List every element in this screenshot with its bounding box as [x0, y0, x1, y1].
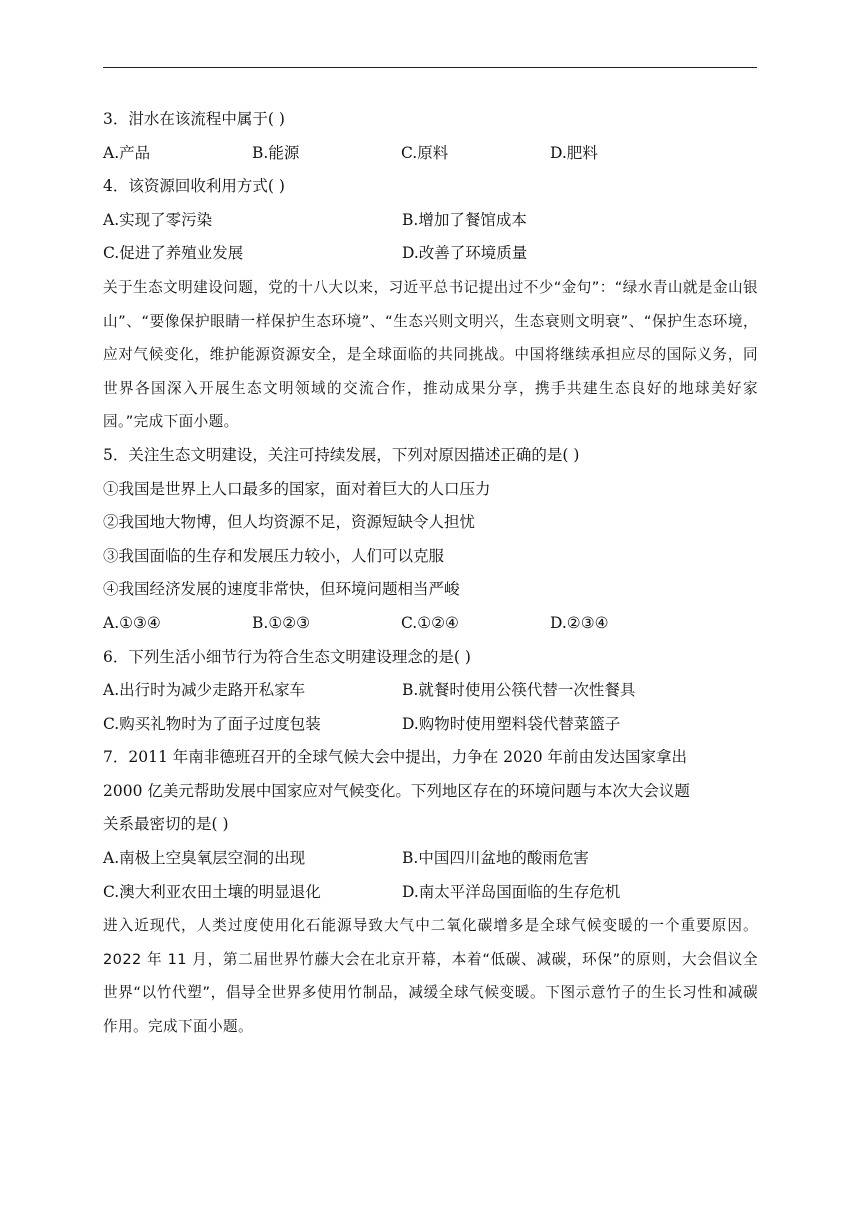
q5-option-b: B.①②③: [252, 613, 311, 632]
q7-stem-line-3: 关系最密切的是( ): [103, 815, 229, 834]
q3-stem: 3．泔水在该流程中属于( ): [103, 110, 285, 128]
q6-stem: 6．下列生活小细节行为符合生态文明建设理念的是( ): [103, 647, 471, 666]
q5-statement-2: ②我国地大物博，但人均资源不足，资源短缺令人担忧: [103, 513, 476, 532]
q3-option-c: C.原料: [401, 143, 449, 162]
q4-option-c: C.促进了养殖业发展: [103, 244, 244, 263]
q5-options: [103, 607, 758, 641]
q7-stem-line-1: 7．2011 年南非德班召开的全球气候大会中提出，力争在 2020 年前由发达国家拿出: [103, 748, 688, 767]
q5-option-a: A.①③④: [103, 613, 161, 632]
q4-stem: 4．该资源回收利用方式( ): [103, 177, 285, 196]
q7-option-b: B.中国四川盆地的酸雨危害: [402, 849, 589, 868]
q5-stem: 5．关注生态文明建设，关注可持续发展，下列对原因描述正确的是( ): [103, 445, 580, 464]
q6-options-row1: [103, 674, 758, 708]
header-rule: [103, 67, 757, 68]
q4-options-row1: [103, 204, 758, 238]
q7-option-a: A.南极上空臭氧层空洞的出现: [103, 849, 306, 868]
q6-option-c: C.购买礼物时为了面子过度包装: [103, 714, 321, 733]
q5-statement-3: ③我国面临的生存和发展压力较小，人们可以克服: [103, 546, 445, 565]
q7-options-row1: [103, 842, 758, 876]
q7-options-row2: [103, 876, 758, 910]
q5-statement-1: ①我国是世界上人口最多的国家，面对着巨大的人口压力: [103, 479, 491, 498]
q7-option-d: D.南太平洋岛国面临的生存危机: [402, 882, 621, 901]
q6-options-row2: [103, 708, 758, 742]
q3-option-a: A.产品: [103, 143, 151, 162]
q6-option-b: B.就餐时使用公筷代替一次性餐具: [402, 681, 636, 700]
q5-option-d: D.②③④: [550, 613, 609, 632]
q5-statement-4: ④我国经济发展的速度非常快，但环境问题相当严峻: [103, 580, 460, 599]
exam-content: [103, 103, 758, 1044]
q4-option-b: B.增加了餐馆成本: [402, 210, 527, 229]
q6-option-d: D.购物时使用塑料袋代替菜篮子: [402, 714, 621, 733]
passage-ecological-civilization: 关于生态文明建设问题，党的十八大以来，习近平总书记提出过不少“金句”：“绿水青山就是金山银山”、“要像保护眼睛一样保护生态环境”、“生态兴则文明兴，生态衰则文明衰”、“保护生态环境，应对气候变化，维护能源资源安全，是全球面临的共同挑战。中国将继续承担应尽的国际义务，同世界各国深入开展生态文明领域的交流合作，推动成果分享，携手共建生态良好的地球美好家园。”完成下面小题。: [103, 278, 758, 431]
q4-option-d: D.改善了环境质量: [402, 244, 528, 263]
q5-option-c: C.①②④: [401, 613, 459, 632]
q3-options: [103, 137, 758, 171]
q3-option-d: D.肥料: [550, 143, 598, 162]
q7-stem-line-2: 2000 亿美元帮助发展中国家应对气候变化。下列地区存在的环境问题与本次大会议题: [103, 781, 690, 800]
q6-option-a: A.出行时为减少走路开私家车: [103, 681, 306, 700]
q4-option-a: A.实现了零污染: [103, 210, 213, 229]
q3-option-b: B.能源: [252, 143, 300, 162]
q7-option-c: C.澳大利亚农田土壤的明显退化: [103, 882, 321, 901]
q4-options-row2: [103, 237, 758, 271]
passage-bamboo: 进入近现代，人类过度使用化石能源导致大气中二氧化碳增多是全球气候变暖的一个重要原因。2022 年 11 月，第二届世界竹藤大会在北京开幕，本着“低碳、减碳，环保”的原则，大会倡议全世界“以竹代塑”，倡导全世界多使用竹制品，减缓全球气候变暖。下图示意竹子的生长习性和减碳作用。完成下面小题。: [103, 917, 758, 1036]
